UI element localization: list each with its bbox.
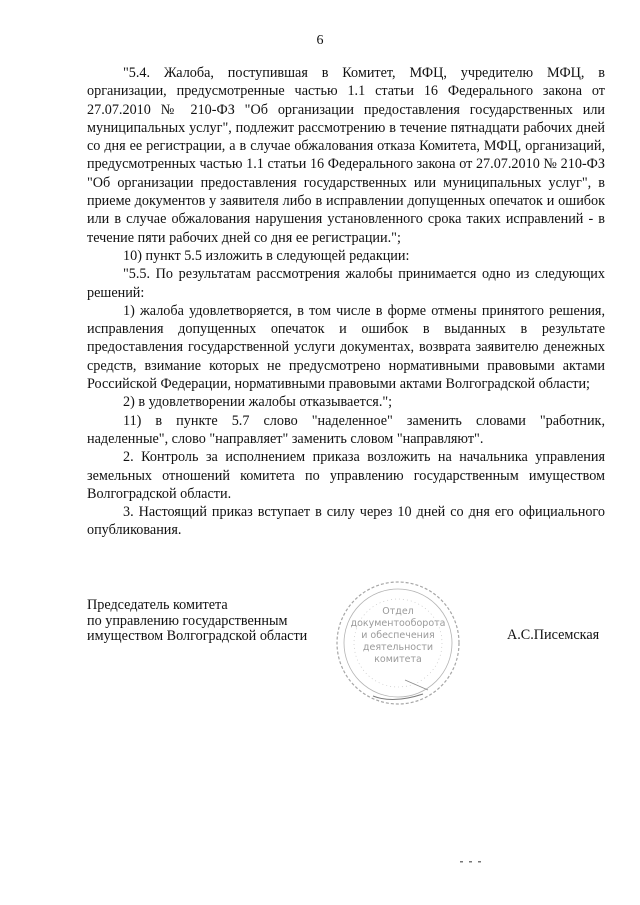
seal-line: документооборота — [350, 618, 446, 629]
signature-block — [87, 598, 317, 645]
paragraph-5-4: "5.4. Жалоба, поступившая в Комитет, МФЦ, учредителю МФЦ, в организации, предусмотренные частью 1.1 статьи 16 Федерального закона от 27.07.2010 № 210-ФЗ "Об организации предоставления государственных или муниципальных услуг", подлежит рассмотрению в течение пятнадцати рабочих дней со дня ее регистрации, а в случае обжалования отказа Комитета, МФЦ, организаций, предусмотренных частью 1.1 статьи 16 Федерального закона от 27.07.2010 № 210-ФЗ "Об организации предоставления государственных или муниципальных услуг", в приеме документов у заявителя либо в исправлении допущенных опечаток и ошибок или в случае обжалования нарушения установленного срока таких исправлений - в течение пяти рабочих дней со дня ее регистрации."; — [87, 65, 605, 246]
document-body — [87, 64, 605, 540]
signature-line: Председатель комитета — [87, 597, 228, 613]
official-seal — [333, 578, 463, 708]
signature-line: по управлению государственным — [87, 612, 288, 629]
paragraph-decision-2: 2) в удовлетворении жалобы отказывается."; — [123, 394, 393, 411]
paragraph-5-5: "5.5. По результатам рассмотрения жалобы принимается одно из следующих решений: — [87, 266, 605, 301]
seal-line: деятельности — [362, 642, 434, 653]
seal-inner-text — [333, 606, 463, 666]
scan-marks-icon — [460, 860, 500, 864]
seal-line: комитета — [374, 654, 422, 665]
paragraph-effective: 3. Настоящий приказ вступает в силу через 10 дней со дня его официального опубликования. — [87, 504, 605, 539]
paragraph-control: 2. Контроль за исполнением приказа возложить на начальника управления земельных отношений комитета по управлению государственным имуществом Волгоградской области. — [87, 449, 605, 502]
seal-line: и обеспечения — [361, 630, 435, 641]
signature-line: имуществом Волгоградской области — [87, 628, 308, 644]
paragraph-item-10: 10) пункт 5.5 изложить в следующей редакции: — [123, 247, 410, 264]
paragraph-decision-1: 1) жалоба удовлетворяется, в том числе в форме отмены принятого решения, исправления допущенных опечаток и ошибок в выданных в результате предоставления государственной услуги документах, возврата заявителю денежных средств, взимание которых не предусмотрено нормативными правовыми актами Российской Федерации, нормативными правовыми актами Волгоградской области; — [87, 302, 605, 393]
page-number: 6 — [316, 33, 324, 48]
signer-name: А.С.Писемская — [507, 627, 600, 643]
seal-line: Отдел — [382, 606, 414, 617]
paragraph-item-11: 11) в пункте 5.7 слово "наделенное" заменить словами "работник, наделенные", слово "направляет" заменить словом "направляют". — [87, 412, 605, 447]
